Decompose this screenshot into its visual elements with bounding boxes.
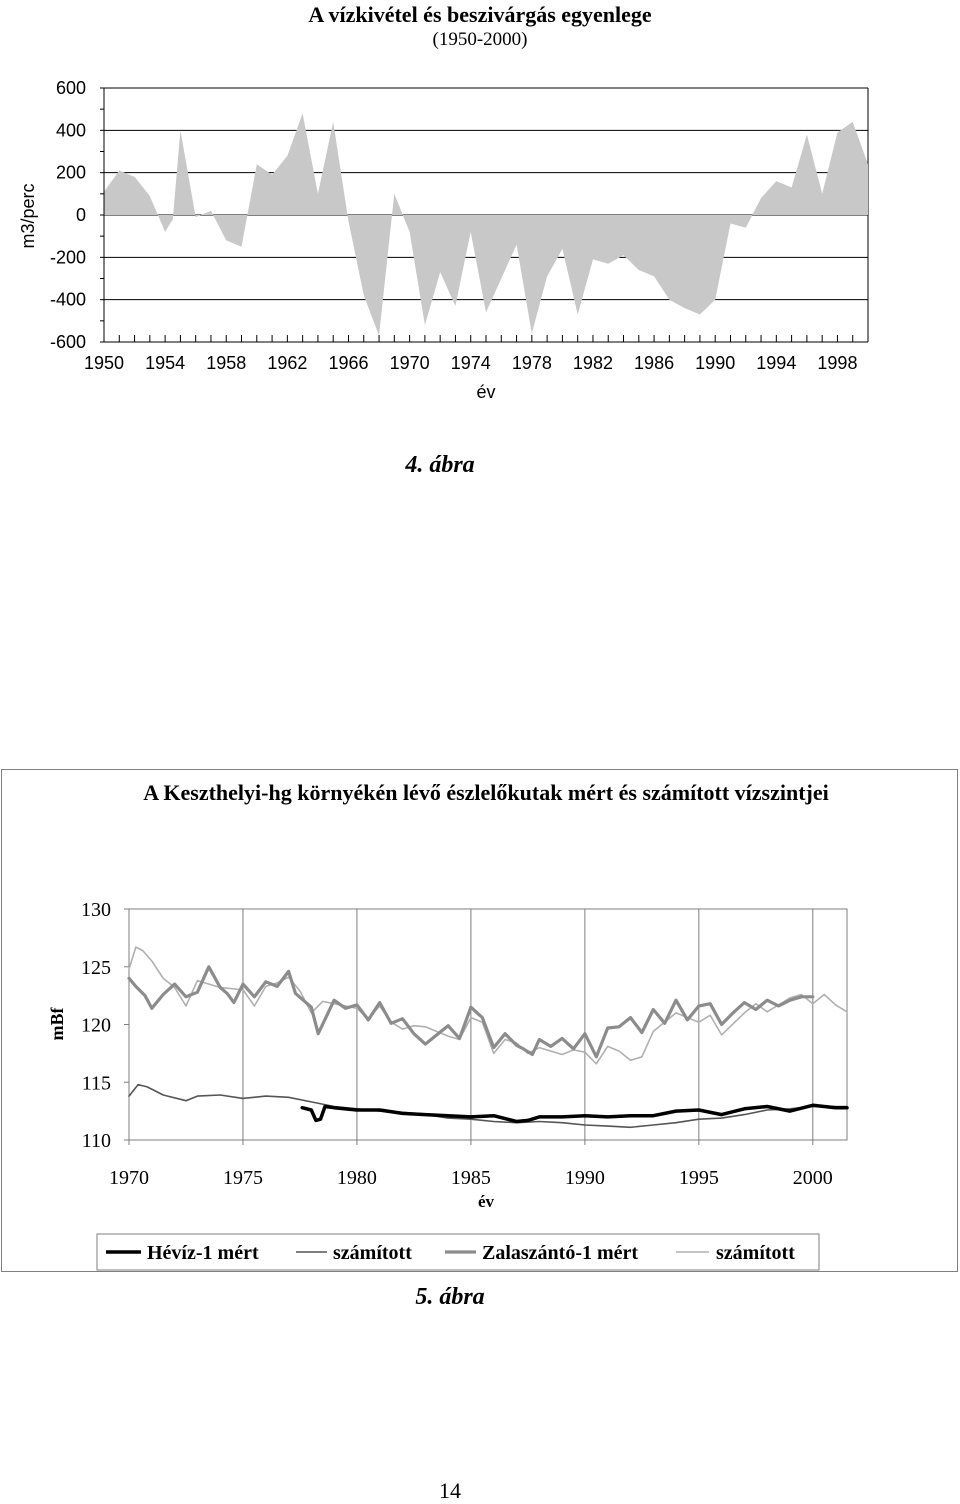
x-tick-label: 1990 [564,1167,605,1189]
y-tick-label: 130 [81,899,111,921]
x-tick-label: 1970 [109,1167,149,1189]
x-tick-label: 1998 [817,353,858,373]
x-tick-label: 1950 [83,353,125,373]
x-tick-label: 1975 [222,1167,263,1189]
chart2-line-chart [0,860,960,1280]
x-tick-label: 1962 [267,353,308,373]
chart1-area-chart [0,0,960,420]
x-tick-label: 1958 [206,353,247,373]
x-tick-label: 1966 [328,353,369,373]
series-area [104,113,868,335]
x-tick-label: 1980 [336,1167,377,1189]
x-tick-label: 1974 [450,353,491,373]
x-tick-label: 1990 [695,353,736,373]
y-tick-label: 200 [55,162,86,183]
y-tick-label: 120 [81,1014,111,1037]
plot-area [129,909,847,1140]
y-tick-label: -200 [49,247,86,268]
figure4-caption: 4. ábra [405,452,475,478]
chart2-title: A Keszthelyi-hg környékén lévő észlelőkutak mért és számított vízszintjei [143,780,829,805]
x-tick-label: 1986 [634,353,675,373]
chart1-title: A vízkivétel és beszivárgás egyenlege [308,2,652,27]
y-tick-label: 0 [75,205,86,225]
y-tick-label: -600 [49,332,86,352]
y-tick-label: 125 [81,956,111,979]
y-tick-label: 600 [55,78,86,98]
chart1-subtitle: (1950-2000) [432,29,528,50]
y-axis-label: m3/perc [18,183,38,249]
y-tick-label: -400 [49,289,86,310]
x-axis-label: év [476,382,496,402]
x-tick-label: 2000 [792,1167,833,1189]
legend-label-3: számított [716,1242,795,1264]
legend-label-1: számított [333,1242,412,1264]
x-axis-label: év [477,1192,495,1211]
x-tick-label: 1985 [450,1167,491,1189]
y-tick-label: 400 [55,120,86,141]
page-number: 14 [439,1478,461,1503]
legend-label-0: Hévíz-1 mért [147,1242,259,1264]
x-tick-label: 1982 [572,353,613,373]
x-tick-label: 1970 [389,353,430,373]
y-tick-label: 115 [81,1072,111,1095]
y-tick-label: 110 [81,1130,111,1152]
figure5-caption: 5. ábra [415,1284,485,1310]
x-tick-label: 1954 [145,353,186,373]
legend-label-2: Zalaszántó-1 mért [482,1242,639,1264]
y-axis-label: mBf [47,1007,67,1041]
x-tick-label: 1978 [511,353,552,373]
x-tick-label: 1995 [678,1167,719,1189]
x-tick-label: 1994 [756,353,797,373]
